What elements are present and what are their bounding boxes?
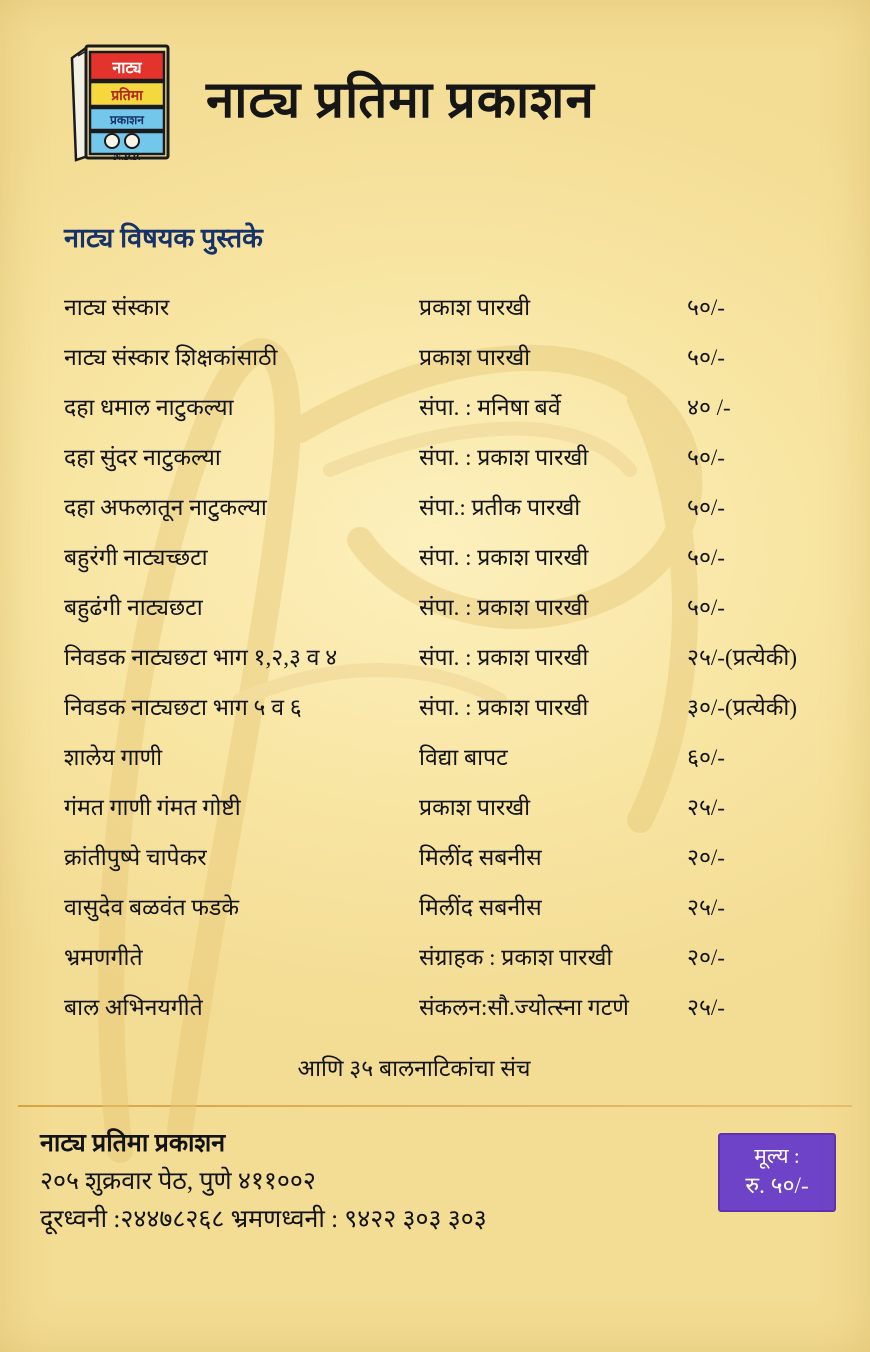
book-price: ५०/- — [687, 295, 725, 320]
logo-line3: प्रकाशन — [110, 113, 144, 127]
table-row — [40, 381, 808, 431]
book-author: संपा. : प्रकाश पारखी — [419, 445, 589, 470]
book-author: मिलींद सबनीस — [419, 895, 542, 920]
book-author: संग्राहक : प्रकाश पारखी — [419, 945, 613, 970]
logo-line1: नाट्य — [112, 60, 142, 77]
book-title: बहुढंगी नाट्यछटा — [64, 595, 203, 620]
table-row — [40, 581, 808, 631]
brand-title: नाट्य प्रतिमा प्रकाशन — [206, 72, 595, 129]
table-row — [40, 331, 808, 381]
book-price: २५/- — [687, 795, 725, 820]
footnote: आणि ३५ बालनाटिकांचा संच — [297, 1056, 531, 1081]
table-row — [40, 931, 808, 981]
book-price: २०/- — [687, 845, 725, 870]
book-author: प्रकाश पारखी — [419, 345, 531, 370]
book-author: संपा. : मनिषा बर्वे — [419, 395, 561, 420]
table-row — [40, 531, 808, 581]
publisher-logo — [64, 36, 184, 166]
book-author: विद्या बापट — [419, 745, 508, 770]
book-price: ५०/- — [687, 545, 725, 570]
book-author: संपा. : प्रकाश पारखी — [419, 695, 589, 720]
book-title: शालेय गाणी — [64, 745, 163, 770]
book-price: २०/- — [687, 945, 725, 970]
book-title: वासुदेव बळवंत फडके — [64, 895, 240, 920]
book-price: ४० /- — [687, 395, 731, 420]
table-row — [40, 981, 808, 1031]
table-row — [40, 631, 808, 681]
main-content — [0, 160, 870, 1083]
book-title: भ्रमणगीते — [64, 945, 143, 970]
publisher-name: नाट्य प्रतिमा प्रकाशन — [40, 1130, 226, 1157]
book-author: प्रकाश पारखी — [419, 295, 531, 320]
book-title: क्रांतीपुष्पे चापेकर — [64, 845, 207, 870]
book-price: २५/- — [687, 895, 725, 920]
book-title: निवडक नाट्यछटा भाग १,२,३ व ४ — [64, 645, 338, 670]
book-author: संपा.: प्रतीक पारखी — [419, 495, 581, 520]
book-author: संकलन:सौ.ज्योत्स्ना गटणे — [419, 995, 629, 1020]
page-footer — [0, 1107, 870, 1240]
price-badge — [718, 1133, 836, 1212]
book-title: दहा अफलातून नाटुकल्या — [64, 495, 267, 520]
book-price: ३०/-(प्रत्येकी) — [687, 695, 798, 720]
book-author: संपा. : प्रकाश पारखी — [419, 595, 589, 620]
book-title: दहा धमाल नाटुकल्या — [64, 395, 234, 420]
publisher-block — [40, 1125, 487, 1240]
book-title: गंमत गाणी गंमत गोष्टी — [64, 795, 241, 820]
price-badge-value: रु. ५०/- — [745, 1173, 809, 1199]
book-title: दहा सुंदर नाटुकल्या — [64, 445, 221, 470]
table-row — [40, 831, 808, 881]
book-title: नाट्य संस्कार शिक्षकांसाठी — [64, 345, 278, 370]
book-title: बाल अभिनयगीते — [64, 995, 203, 1020]
book-list-table — [40, 281, 808, 1031]
page-header — [0, 0, 870, 163]
table-row — [40, 431, 808, 481]
table-row — [40, 481, 808, 531]
publisher-address: २०५ शुक्रवार पेठ, पुणे ४११००२ — [40, 1167, 316, 1195]
logo-line2: प्रतिमा — [111, 89, 143, 104]
book-author: संपा. : प्रकाश पारखी — [419, 545, 589, 570]
book-price: ५०/- — [687, 445, 725, 470]
book-price: २५/-(प्रत्येकी) — [687, 645, 798, 670]
book-price: ५०/- — [687, 595, 725, 620]
book-price: ५०/- — [687, 495, 725, 520]
table-row — [40, 731, 808, 781]
book-price: २५/- — [687, 995, 725, 1020]
publisher-phone: दूरध्वनी :२४४७८२६८ भ्रमणध्वनी : ९४२२ ३०३ ३०३ — [40, 1206, 487, 1234]
book-title: निवडक नाट्यछटा भाग ५ व ६ — [64, 695, 302, 720]
book-author: संपा. : प्रकाश पारखी — [419, 645, 589, 670]
book-author: मिलींद सबनीस — [419, 845, 542, 870]
book-title: बहुरंगी नाट्यच्छटा — [64, 545, 208, 570]
table-row — [40, 281, 808, 331]
price-badge-label: मूल्य : — [754, 1144, 800, 1168]
logo-line4: N.P.P. — [113, 151, 141, 163]
section-title: नाट्य विषयक पुस्तके — [64, 223, 263, 253]
book-price: ६०/- — [687, 745, 725, 770]
book-price: ५०/- — [687, 345, 725, 370]
table-row — [40, 781, 808, 831]
table-row — [40, 881, 808, 931]
table-row — [40, 681, 808, 731]
book-title: नाट्य संस्कार — [64, 295, 170, 320]
book-author: प्रकाश पारखी — [419, 795, 531, 820]
